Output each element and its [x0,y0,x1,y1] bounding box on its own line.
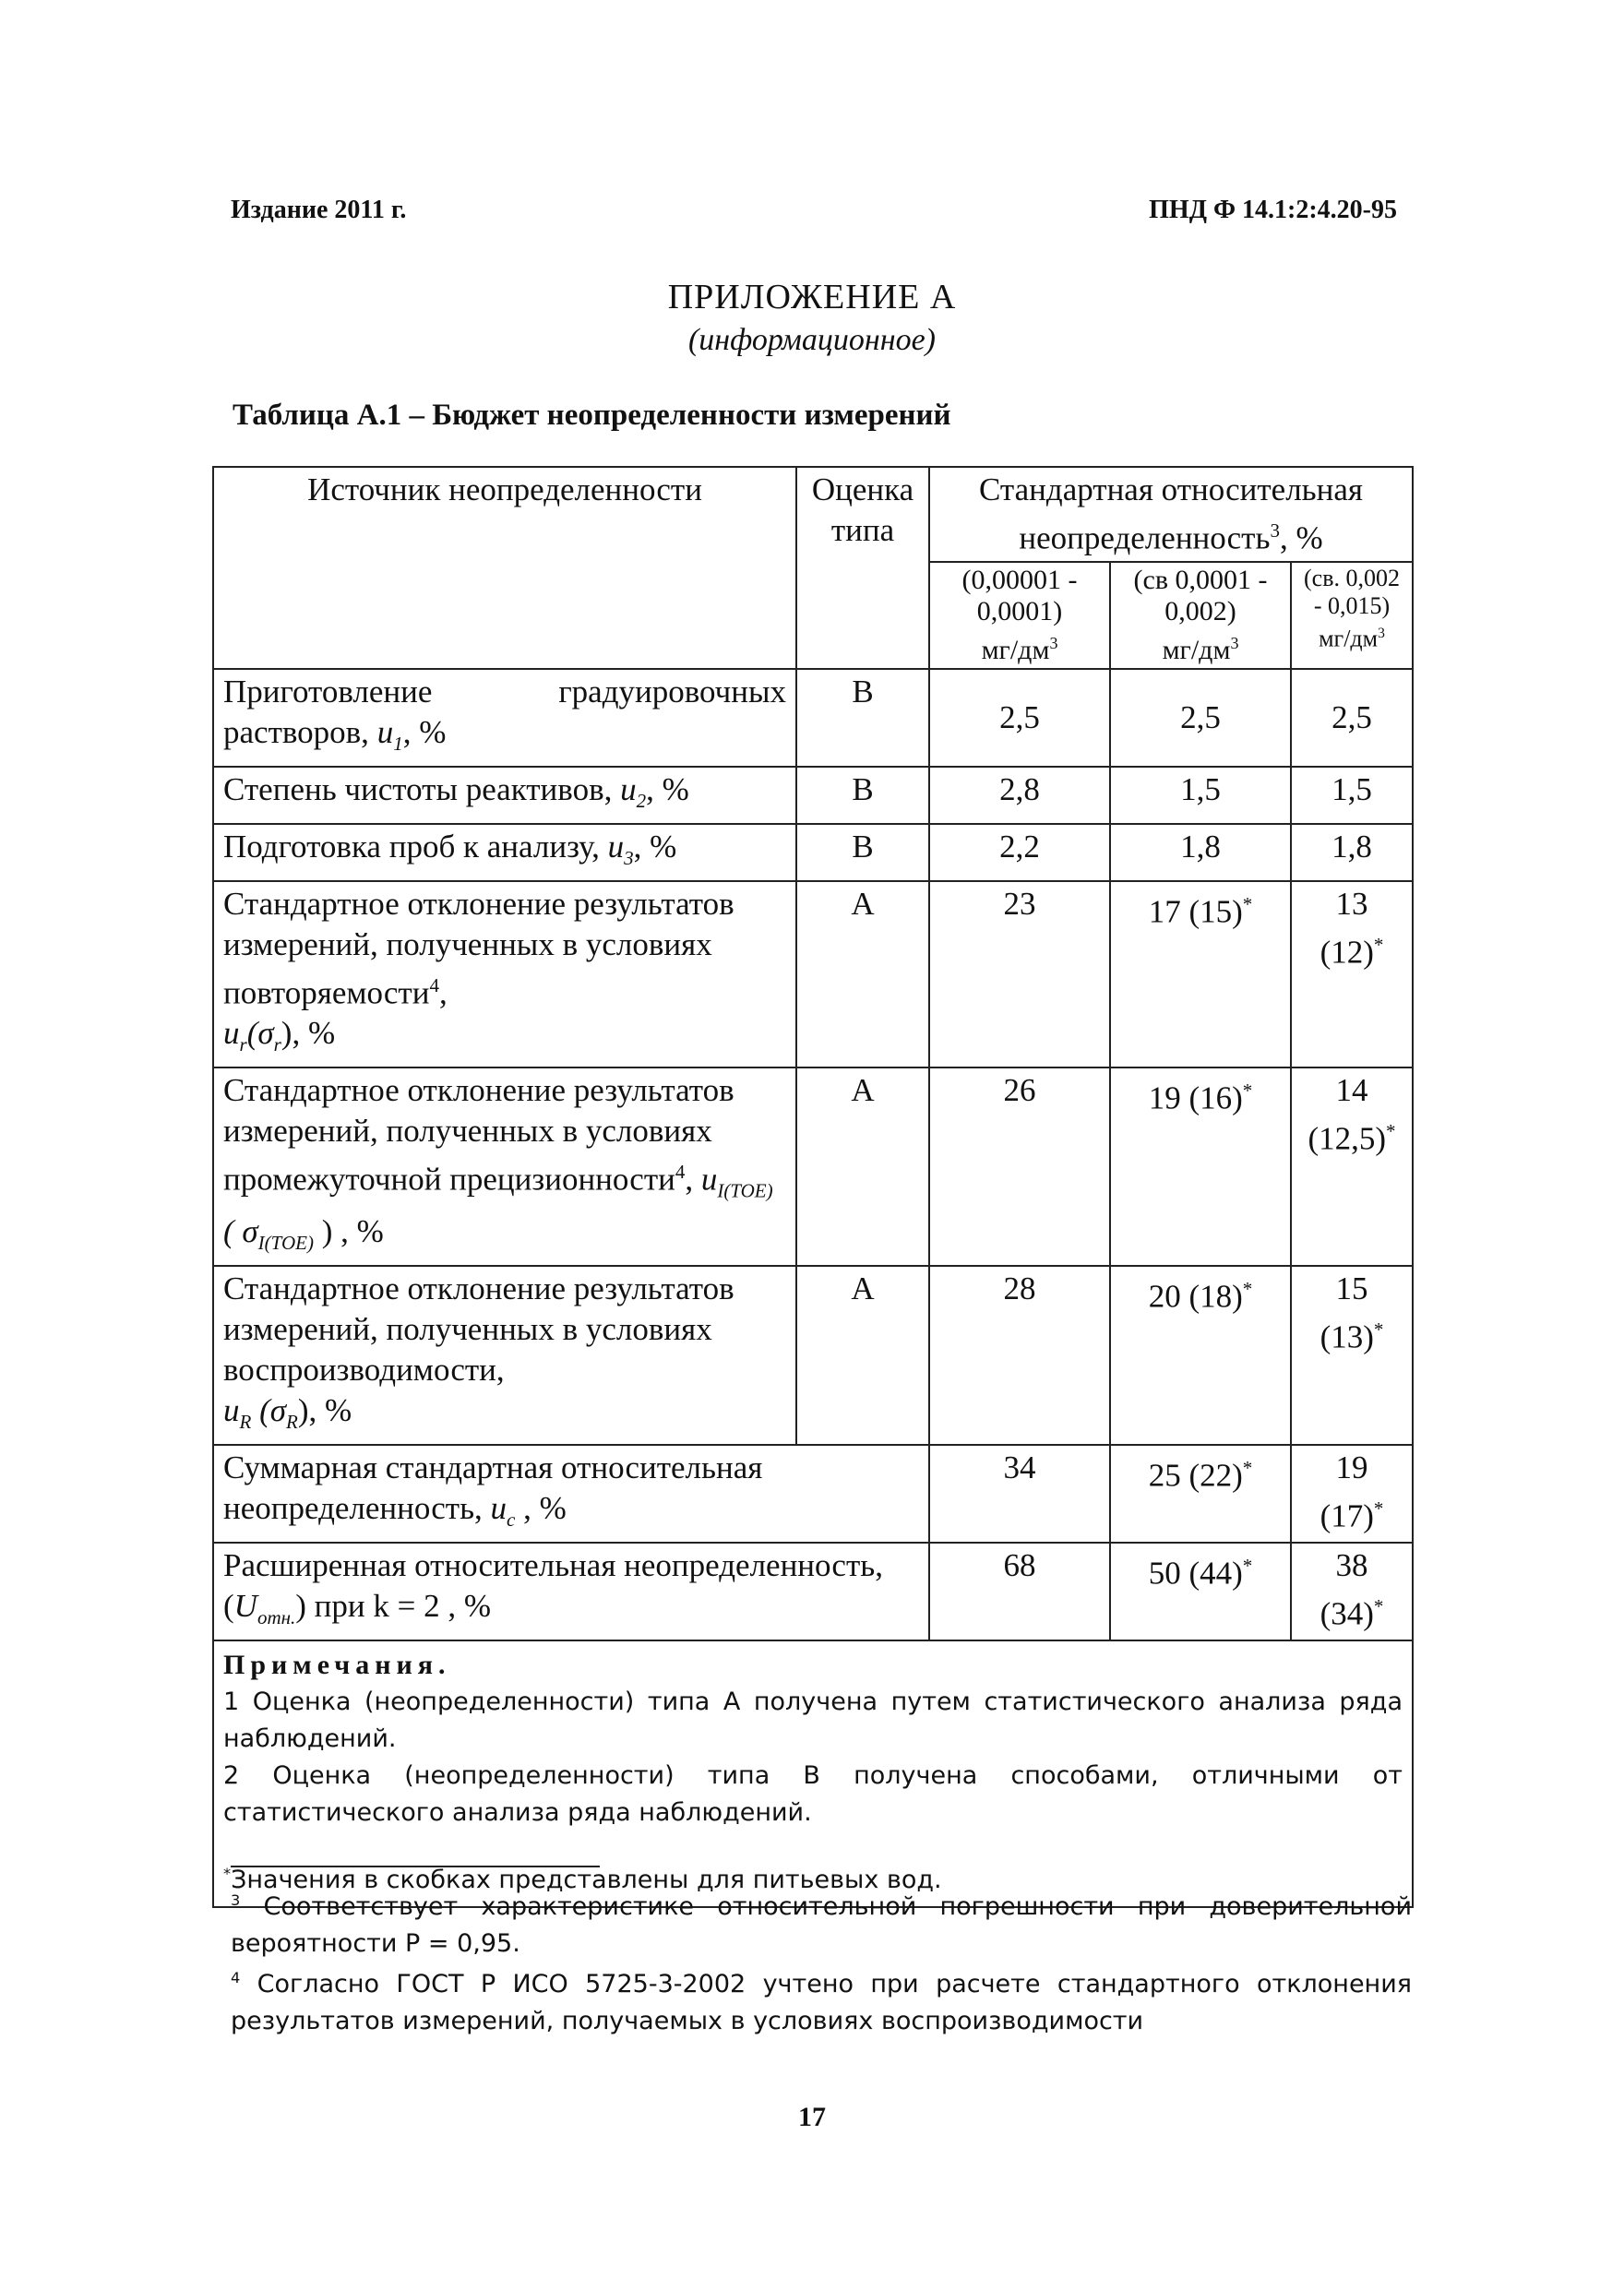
row-value-3: 38 (34)* [1291,1543,1413,1640]
row-value-1: 26 [929,1067,1110,1266]
row-value-3: 2,5 [1291,669,1413,767]
row-label: Стандартное отклонение результатов измерений, полученных в условиях воспроизводимости, $u_R$ $(\sigma_R)$, % [213,1266,796,1445]
row-type: А [796,1067,929,1266]
note-star: *Значения в скобках представлены для питьевых вод. [223,1864,942,1894]
row-type: А [796,1266,929,1445]
footnote-3: $^3$ Соответствует характеристике относительной погрешности при доверительной вероятности Р = 0,95. [231,1891,1412,1958]
edition-label: Издание 2011 г. [231,196,407,224]
row-value-2: 25 (22)* [1110,1445,1291,1543]
footnote-4: $^4$ Согласно ГОСТ Р ИСО 5725-3-2002 учтено при расчете стандартного отклонения результатов измерений, получаемых в условиях воспроизводимости [231,1969,1412,2035]
row-value-1: 2,8 [929,767,1110,824]
row-value-3: 14 (12,5)* [1291,1067,1413,1266]
row-type: А [796,881,929,1068]
row-type: В [796,824,929,881]
table-row [213,1266,1413,1445]
row-label: Степень чистоты реактивов, $u_2$, % [213,767,796,824]
row-label: Суммарная стандартная относительная неопределенность, $u_c$ , % [213,1445,929,1543]
header-range-3: (св. 0,002 - 0,015) $мг/дм^3$ [1291,562,1413,669]
header-type: Оценка типа [796,467,929,669]
footnote-divider [231,1866,600,1867]
row-value-1: 68 [929,1543,1110,1640]
row-value-3: 19 (17)* [1291,1445,1413,1543]
row-label: Расширенная относительная неопределенность, $(U_{отн.})$ при k = 2 , % [213,1543,929,1640]
row-label: Стандартное отклонение результатов измерений, полученных в условиях повторяемости$^4$, $u_r(\sigma_r)$, % [213,881,796,1068]
table-row [213,881,1413,1068]
appendix-title: ПРИЛОЖЕНИЕ А [667,278,957,316]
note-2: 2 Оценка (неопределенности) типа В получена способами, отличными от статистического анализа ряда наблюдений. [223,1760,1403,1827]
row-value-2: 20 (18)* [1110,1266,1291,1445]
header-range-2: (св 0,0001 - 0,002) $мг/дм^3$ [1110,562,1291,669]
row-label: Стандартное отклонение результатов измерений, полученных в условиях промежуточной прецизионности$^4$, $u_{I(TOE)}$ ( $\sigma_{I(TOE)}$ ) , % [213,1067,796,1266]
uncertainty-budget-table [212,466,1414,1908]
row-value-3: 1,5 [1291,767,1413,824]
row-value-2: 19 (16)* [1110,1067,1291,1266]
row-value-1: 23 [929,881,1110,1068]
row-label: Приготовление градуировочных растворов, $u_1$, % [213,669,796,767]
table-row [213,1067,1413,1266]
row-value-2: 1,8 [1110,824,1291,881]
appendix-subtitle: (информационное) [687,323,937,357]
row-value-2: 17 (15)* [1110,881,1291,1068]
page-number: 17 [798,2102,826,2132]
row-value-1: 2,2 [929,824,1110,881]
header-row [213,467,1413,562]
row-value-3: 13 (12)* [1291,881,1413,1068]
header-source: Источник неопределенности [213,467,796,669]
row-value-3: 1,8 [1291,824,1413,881]
table-row [213,1445,1413,1543]
row-type: В [796,767,929,824]
row-value-2: 50 (44)* [1110,1543,1291,1640]
note-1: 1 Оценка (неопределенности) типа А получена путем статистического анализа ряда наблюдений. [223,1687,1403,1753]
row-value-1: 28 [929,1266,1110,1445]
notes-title: Примечания. [223,1649,451,1680]
document-code: ПНД Ф 14.1:2:4.20-95 [1149,196,1397,224]
row-label: Подготовка проб к анализу, $u_3$, % [213,824,796,881]
table-row [213,767,1413,824]
header-range-1: (0,00001 - 0,0001) $мг/дм^3$ [929,562,1110,669]
row-value-3: 15 (13)* [1291,1266,1413,1445]
table-row [213,669,1413,767]
row-type: В [796,669,929,767]
row-value-2: 2,5 [1110,669,1291,767]
table-caption: Таблица А.1 – Бюджет неопределенности измерений [233,399,951,432]
row-value-1: 34 [929,1445,1110,1543]
header-std-uncertainty: Стандартная относительная неопределенность$^3$, % [929,467,1413,562]
table-row [213,1543,1413,1640]
row-value-2: 1,5 [1110,767,1291,824]
table-row [213,824,1413,881]
row-value-1: 2,5 [929,669,1110,767]
